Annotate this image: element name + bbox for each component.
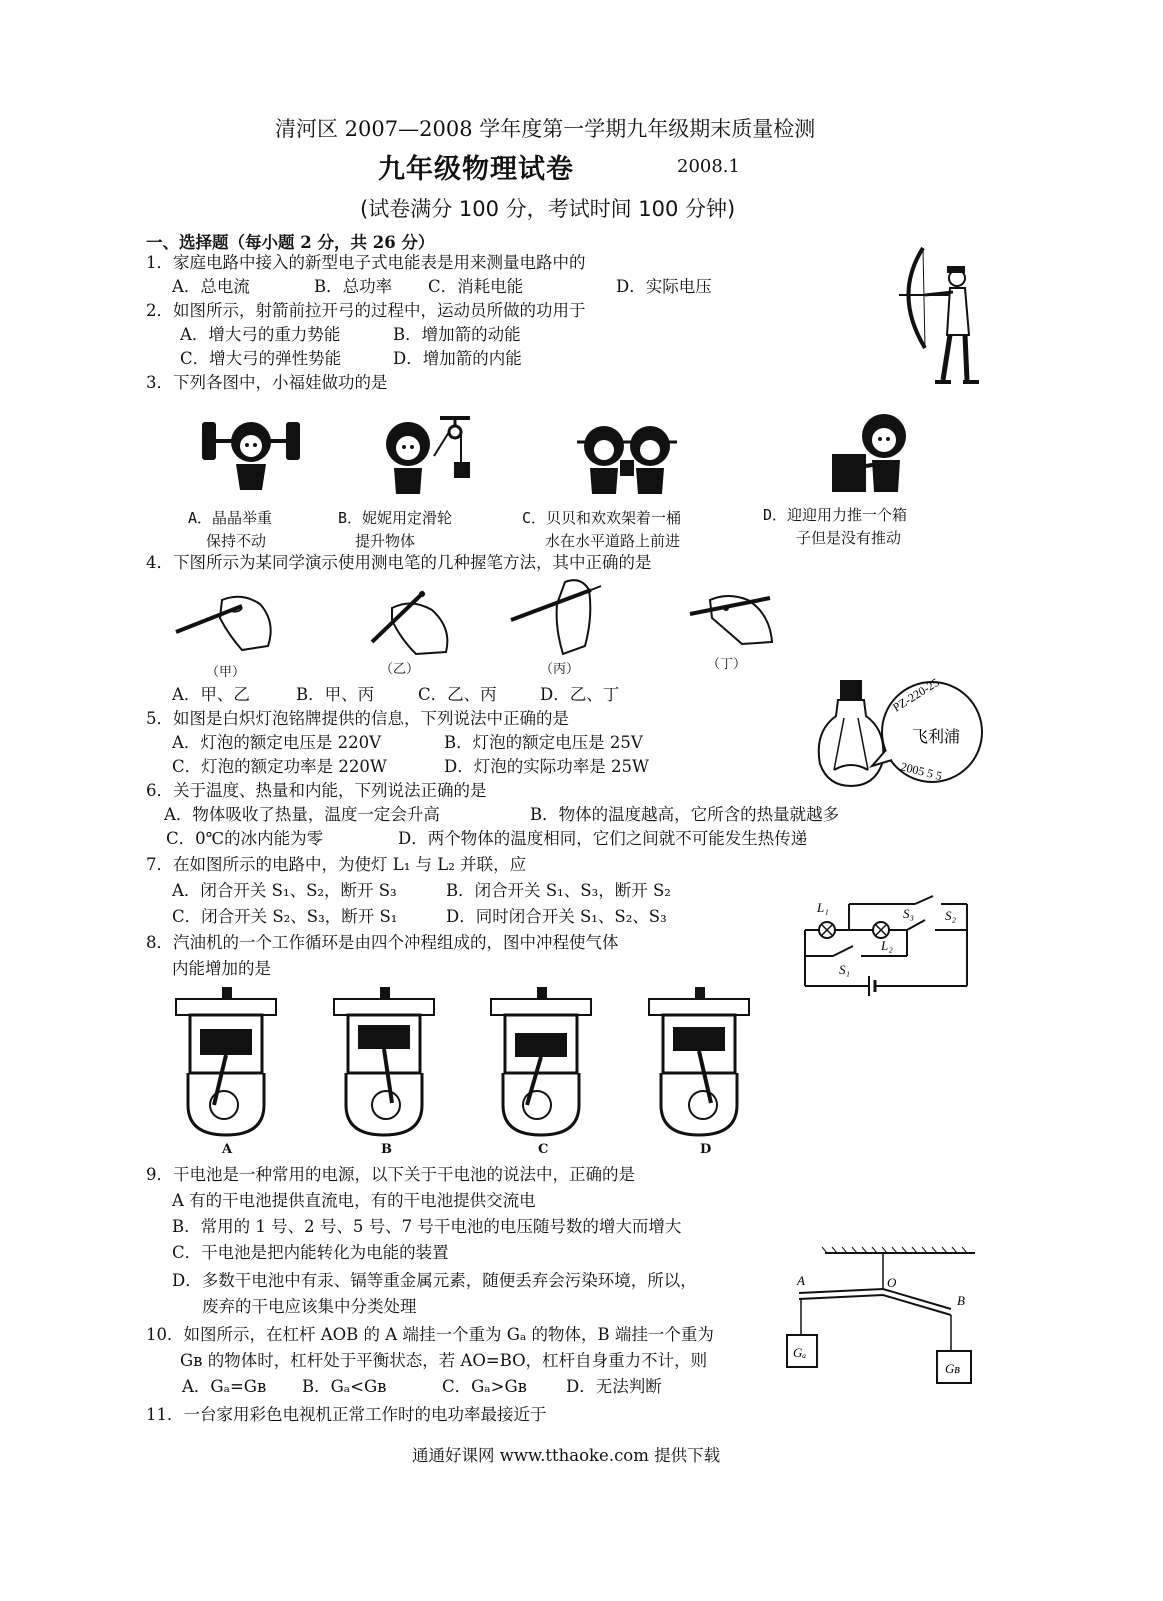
pen-grip-yi-figure bbox=[352, 584, 462, 659]
page-title: 九年级物理试卷 bbox=[378, 154, 574, 185]
fuwa-b-figure bbox=[370, 412, 480, 497]
footer-source: 通通好课网 www.tthaoke.com 提供下载 bbox=[412, 1446, 721, 1465]
pen-grip-ding-figure bbox=[686, 586, 796, 651]
q8-stem-line2: 内能增加的是 bbox=[172, 959, 271, 978]
q6-option-b: B．物体的温度越高，它所含的热量就越多 bbox=[530, 805, 840, 824]
q4-option-c: C．乙、丙 bbox=[418, 685, 497, 704]
engine-label-d: D bbox=[700, 1142, 712, 1157]
q5-option-b: B．灯泡的额定电压是 25V bbox=[444, 733, 643, 752]
q7-label-s2: S₂ bbox=[945, 908, 957, 923]
q3-caption-c2: 水在水平道路上前进 bbox=[545, 532, 681, 550]
q4-option-d: D．乙、丁 bbox=[540, 685, 620, 704]
q3-caption-a2: 保持不动 bbox=[206, 532, 267, 550]
q7-circuit-figure bbox=[795, 890, 975, 1000]
engine-label-a: A bbox=[222, 1142, 233, 1157]
fuwa-d-figure bbox=[826, 408, 936, 493]
q10-option-d: D．无法判断 bbox=[566, 1377, 662, 1396]
q3-caption-d1: D．迎迎用力推一个箱 bbox=[763, 506, 908, 524]
q9-option-c: C．干电池是把内能转化为电能的装置 bbox=[172, 1243, 449, 1262]
q4-label-bing: （丙） bbox=[540, 662, 580, 677]
lever-label-b: B bbox=[957, 1293, 965, 1308]
q7-option-c: C．闭合开关 S₂、S₃，断开 S₁ bbox=[172, 907, 398, 926]
q9-option-d-line1: D．多数干电池中有汞、镉等重金属元素，随便丢弃会污染环境，所以， bbox=[172, 1271, 697, 1290]
engine-figure-b bbox=[330, 985, 440, 1145]
q8-stem-line1: 8．汽油机的一个工作循环是由四个冲程组成的，图中冲程使气体 bbox=[146, 933, 619, 952]
q7-label-s3: S₃ bbox=[903, 906, 915, 921]
q4-option-a: A．甲、乙 bbox=[172, 685, 250, 704]
q7-option-a: A．闭合开关 S₁、S₂，断开 S₃ bbox=[172, 881, 397, 900]
q7-option-d: D．同时闭合开关 S₁、S₂、S₃ bbox=[446, 907, 667, 926]
pen-grip-bing-figure bbox=[505, 576, 615, 661]
q10-stem-line2: Gʙ 的物体时，杠杆处于平衡状态，若 AO=BO，杠杆自身重力不计，则 bbox=[180, 1351, 708, 1370]
q11-stem: 11．一台家用彩色电视机正常工作时的电功率最接近于 bbox=[146, 1405, 547, 1424]
q3-stem: 3．下列各图中，小福娃做功的是 bbox=[146, 373, 388, 392]
bulb-label-brand: 飞利浦 bbox=[912, 727, 961, 746]
q3-caption-b2: 提升物体 bbox=[355, 532, 416, 550]
q6-option-a: A．物体吸收了热量，温度一定会升高 bbox=[164, 805, 440, 824]
q1-option-b: B．总功率 bbox=[314, 277, 393, 296]
q9-stem: 9．干电池是一种常用的电源，以下关于干电池的说法中，正确的是 bbox=[146, 1165, 635, 1184]
q3-caption-c1: C．贝贝和欢欢架着一桶 bbox=[522, 509, 682, 527]
q3-caption-a1: A．晶晶举重 bbox=[188, 509, 273, 527]
engine-figure-d bbox=[645, 985, 755, 1145]
q2-option-c: C．增大弓的弹性势能 bbox=[180, 349, 342, 368]
q9-option-a: A 有的干电池提供直流电，有的干电池提供交流电 bbox=[172, 1191, 536, 1210]
fuwa-a-figure bbox=[196, 412, 306, 497]
q4-stem: 4．下图所示为某同学演示使用测电笔的几种握笔方法，其中正确的是 bbox=[146, 553, 652, 572]
q2-option-a: A．增大弓的重力势能 bbox=[180, 325, 341, 344]
q2-stem: 2．如图所示，射箭前拉开弓的过程中，运动员所做的功用于 bbox=[146, 301, 586, 320]
q1-option-c: C．消耗电能 bbox=[428, 277, 524, 296]
lever-label-a: A bbox=[797, 1273, 805, 1288]
exam-district-line: 清河区 2007—2008 学年度第一学期九年级期末质量检测 bbox=[275, 117, 816, 141]
engine-figure-a bbox=[172, 985, 282, 1145]
q4-option-b: B．甲、丙 bbox=[296, 685, 375, 704]
q10-option-c: C．Gₐ>Gʙ bbox=[442, 1377, 527, 1396]
q7-label-l1: L₁ bbox=[817, 900, 829, 915]
exam-date: 2008.1 bbox=[677, 156, 740, 177]
q10-option-a: A．Gₐ=Gʙ bbox=[182, 1377, 267, 1396]
engine-figure-c bbox=[487, 985, 597, 1145]
q10-stem-line1: 10．如图所示，在杠杆 AOB 的 A 端挂一个重为 Gₐ 的物体，B 端挂一个重为 bbox=[146, 1325, 714, 1344]
bulb-label-date: 2005 5 5 bbox=[899, 759, 944, 784]
q3-caption-d2: 子但是没有推动 bbox=[796, 529, 902, 547]
q5-option-d: D．灯泡的实际功率是 25W bbox=[444, 757, 649, 776]
q10-option-b: B．Gₐ<Gʙ bbox=[302, 1377, 387, 1396]
q2-option-d: D．增加箭的内能 bbox=[393, 349, 522, 368]
engine-label-b: B bbox=[381, 1142, 392, 1157]
pen-grip-jia-figure bbox=[172, 590, 282, 655]
fuwa-c-figure bbox=[572, 412, 682, 497]
exam-note: (试卷满分 100 分，考试时间 100 分钟) bbox=[360, 197, 736, 221]
q6-option-d: D．两个物体的温度相同，它们之间就不可能发生热传递 bbox=[398, 829, 808, 848]
q1-option-a: A．总电流 bbox=[172, 277, 250, 296]
q1-option-d: D．实际电压 bbox=[616, 277, 712, 296]
q2-option-b: B．增加箭的动能 bbox=[393, 325, 521, 344]
section-heading: 一、选择题（每小题 2 分，共 26 分） bbox=[146, 233, 435, 252]
q5-option-a: A．灯泡的额定电压是 220V bbox=[172, 733, 382, 752]
q9-option-b: B．常用的 1 号、2 号、5 号、7 号干电池的电压随号数的增大而增大 bbox=[172, 1217, 682, 1236]
q7-stem: 7．在如图所示的电路中，为使灯 L₁ 与 L₂ 并联，应 bbox=[146, 855, 527, 874]
q7-option-b: B．闭合开关 S₁、S₃，断开 S₂ bbox=[446, 881, 671, 900]
q9-option-d-line2: 废弃的干电应该集中分类处理 bbox=[202, 1297, 417, 1316]
lever-figure bbox=[785, 1245, 985, 1390]
q3-caption-b1: B．妮妮用定滑轮 bbox=[338, 509, 453, 527]
lever-label-o: O bbox=[887, 1275, 897, 1290]
q4-label-jia: （甲） bbox=[206, 665, 246, 680]
q5-stem: 5．如图是白炽灯泡铭牌提供的信息，下列说法中正确的是 bbox=[146, 709, 569, 728]
q4-label-ding: （丁） bbox=[707, 657, 747, 672]
q7-label-s1: S₁ bbox=[839, 962, 851, 977]
archer-figure bbox=[895, 240, 1005, 390]
q6-option-c: C．0℃的冰内能为零 bbox=[166, 829, 324, 848]
lever-weight-ga: Gₐ bbox=[793, 1345, 807, 1360]
q5-option-c: C．灯泡的额定功率是 220W bbox=[172, 757, 387, 776]
q6-stem: 6．关于温度、热量和内能，下列说法正确的是 bbox=[146, 781, 487, 800]
q1-stem: 1．家庭电路中接入的新型电子式电能表是用来测量电路中的 bbox=[146, 253, 586, 272]
lever-weight-gb: Gʙ bbox=[945, 1361, 960, 1376]
bulb-label-spec: PZ-220-25 bbox=[890, 675, 942, 715]
engine-label-c: C bbox=[538, 1142, 549, 1157]
q4-label-yi: （乙） bbox=[380, 662, 420, 677]
q7-label-l2: L₂ bbox=[881, 938, 893, 953]
lightbulb-nameplate-figure bbox=[800, 676, 990, 791]
